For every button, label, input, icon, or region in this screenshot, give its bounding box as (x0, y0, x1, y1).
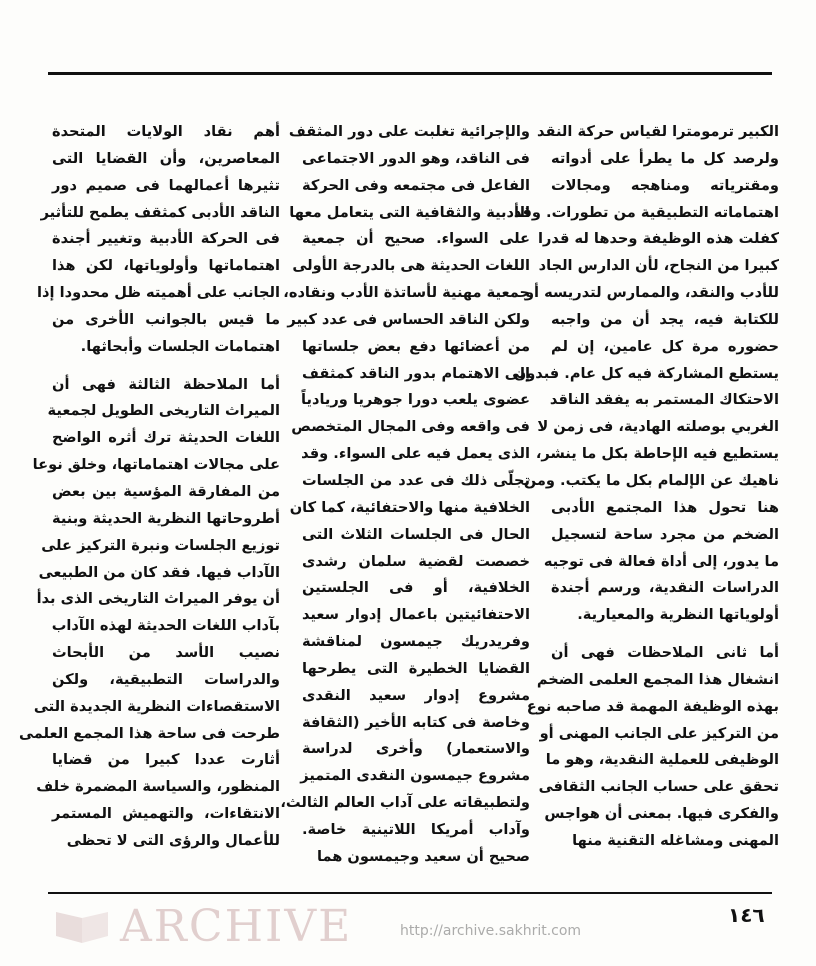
text-line: فى الحركة الأدبية وتغيير أجندة (52, 230, 280, 248)
paragraph (280, 119, 530, 871)
text-line: الوظيفى للعملية النقدية، وهو ما (545, 751, 779, 769)
text-line: من التركيز على الجانب المهنى أو (539, 724, 779, 742)
text-line: انشغال هذا المجمع العلمى الضخم (536, 670, 779, 688)
text-line: الخلافية، أو فى الجلستين (302, 579, 530, 597)
text-line: اللغات الحديثة هى بالدرجة الأولى (292, 257, 530, 275)
text-line: هنا تحول هذا المجتمع الأدبى (551, 498, 779, 516)
text-line: من المفارقة المؤسية بين بعض (52, 482, 280, 500)
text-line: للكتابة فيه، يجد أن من واجبه (551, 310, 779, 328)
text-line: الدراسات النقدية، ورسم أجندة (551, 579, 779, 597)
text-line: مشروع إدوار سعيد النقدى (302, 686, 530, 704)
text-line: أثارت عددا كبيرا من قضايا (52, 751, 280, 769)
text-line: الخلافية منها والاحتفائية، كما كان (289, 498, 530, 516)
text-line: الجانب على أهميته ظل محدودا إذا (37, 284, 280, 302)
text-line: الفاعل فى مجتمعه وفى الحركة (302, 176, 530, 194)
text-line: يستطع المشاركة فيه كل عام. فبدون (513, 364, 779, 382)
text-line: اهتماماته التطبيقية من تطورات. وقد (513, 203, 779, 221)
text-line: أما الملاحظة الثالثة فهى أن (52, 375, 280, 393)
text-line: بهذه الوظيفة المهمة قد صاحبه نوع (526, 697, 779, 715)
text-line: أطروحاتها النظرية الحديثة وبنية (52, 509, 280, 527)
column-right (513, 119, 779, 866)
text-line: والإجرائية تغلبت على دور المثقف (288, 123, 530, 140)
text-line: تثيرها أعمالهما فى صميم دور (52, 176, 280, 194)
column-left (18, 119, 280, 866)
text-line: الأدبية والثقافية التى يتعامل معها (289, 203, 530, 221)
text-line: أولوياتها النظرية والمعيارية. (577, 606, 779, 624)
text-line: تحقق على حساب الجانب الثقافى (538, 778, 779, 796)
text-line: خصصت لقضية سلمان رشدى (302, 552, 530, 570)
paragraph (526, 640, 779, 855)
text-line: أما ثانى الملاحظات فهى أن (551, 644, 779, 662)
watermark-book-icon (52, 908, 112, 948)
text-line: والفكرى فيها. بمعنى أن هواجس (544, 805, 779, 823)
text-line: أن يوفر الميراث التاريخى الذى بدأ (36, 590, 280, 608)
text-line: ولرصد كل ما يطرأ على أدواته (551, 149, 779, 167)
text-line: الذى يعمل فيه على السواء. وقد (301, 445, 530, 463)
text-line: أهم نقاد الولايات المتحدة (52, 123, 280, 140)
text-line: صحيح أن سعيد وجيمسون هما (316, 847, 530, 865)
text-line: المهنى ومشاغله التقنية منها (572, 831, 779, 849)
text-line: مشروع جيمسون النقدى المتميز (300, 767, 530, 785)
text-line: ما قيس بالجوانب الأخرى من (52, 310, 280, 328)
text-line: القضايا الخطيرة التى يطرحها (302, 659, 530, 677)
text-line: للأدب والنقد، والممارس لتدريسه أو (524, 284, 779, 302)
paragraph (18, 372, 280, 855)
text-line: فى الناقد، وهو الدور الاجتماعى (302, 149, 530, 167)
text-line: الضخم من مجرد ساحة لتسجيل (551, 525, 779, 543)
text-line: الاحتكاك المستمر به يفقد الناقد (549, 391, 779, 409)
paragraph (37, 119, 280, 361)
text-line: للأعمال والرؤى التى لا تحظى (66, 831, 280, 849)
text-line: ناهيك عن الإلمام بكل ما يكتب. ومن (523, 471, 779, 489)
text-line: والاستعمار) وأخرى لدراسة (302, 740, 530, 758)
column-middle (280, 119, 530, 882)
text-line: اهتماماتها وأولوياتها، لكن هذا (52, 257, 280, 275)
text-line: ومقترياته ومناهجه ومجالات (551, 176, 779, 194)
page-number: ١٤٦ (728, 903, 765, 927)
text-line: طرحت فى ساحة هذا المجمع العلمى (18, 724, 280, 742)
text-line: المنظور، والسياسة المضمرة خلف (36, 778, 280, 796)
text-line: على مجالات اهتماماتها، وخلق نوعا (32, 456, 280, 474)
text-line: ولتطبيقاته على آداب العالم الثالث، (280, 794, 530, 812)
watermark-logo: ARCHIVE (120, 901, 353, 952)
text-line: الحال فى الجلسات الثلاث التى (302, 525, 530, 543)
text-line: والدراسات التطبيقية، ولكن (52, 670, 280, 688)
text-line: الميراث التاريخى الطويل لجمعية (47, 402, 280, 420)
text-line: وآداب أمريكا اللاتينية خاصة. (302, 820, 530, 838)
text-line: نصيب الأسد من الأبحاث (52, 644, 280, 662)
watermark-url: http://archive.sakhrit.com (400, 923, 582, 939)
text-line: الكبير ترمومترا لقياس حركة النقد (537, 123, 779, 140)
text-line: جمعية مهنية لأساتذة الأدب ونقاده، (283, 284, 530, 302)
text-line: توزيع الجلسات ونبرة التركيز على (41, 536, 280, 554)
text-line: حضوره مرة كل عامين، إن لم (551, 337, 779, 355)
text-line: اهتمامات الجلسات وأبحاثها. (80, 337, 280, 355)
text-line: الانتقاءات، والتهميش المستمر (52, 805, 280, 823)
text-line: وفريدريك جيمسون لمناقشة (302, 633, 530, 651)
paragraph (513, 119, 779, 629)
text-line: الاحتفائيتين باعمال إدوار سعيد (302, 606, 530, 624)
top-rule (48, 72, 772, 75)
text-line: عضوى يلعب دورا جوهريا وريادياً (301, 391, 530, 409)
text-line: الآداب فيها. فقد كان من الطبيعى (38, 563, 280, 581)
text-line: ما يدور، إلى أداة فعالة فى توجيه (543, 552, 779, 570)
text-line: فى واقعه وفى المجال المتخصص (291, 418, 530, 436)
text-line: ولكن الناقد الحساس فى عدد كبير (287, 310, 530, 328)
text-line: الناقد الأدبى كمثقف يطمح للتأثير (40, 203, 280, 221)
text-line: من أعضائها دفع بعض جلساتها (302, 337, 530, 355)
text-line: وخاصة فى كتابه الأخير (الثقافة (302, 713, 530, 731)
text-line: اللغات الحديثة ترك أثره الواضح (52, 429, 280, 447)
text-line: كفلت هذه الوظيفة وحدها له قدرا (538, 230, 779, 248)
text-line: الغربي بوصلته الهادية، فى زمن لا (537, 418, 779, 436)
text-line: كبيرا من النجاح، لأن الدارس الجاد (538, 257, 779, 275)
text-line: الاستقصاءات النظرية الجديدة التى (33, 697, 280, 715)
text-line: إلى الاهتمام بدور الناقد كمثقف (302, 364, 530, 382)
text-line: على السواء. صحيح أن جمعية (302, 230, 530, 248)
text-line: بآداب اللغات الحديثة لهذه الآداب (51, 617, 280, 635)
text-line: تجلّى ذلك فى عدد من الجلسات (302, 471, 530, 489)
text-line: المعاصرين، وأن القضايا التى (52, 149, 280, 167)
bottom-rule (48, 892, 772, 894)
text-line: يستطيع فيه الإحاطة بكل ما ينشر، (535, 445, 779, 463)
